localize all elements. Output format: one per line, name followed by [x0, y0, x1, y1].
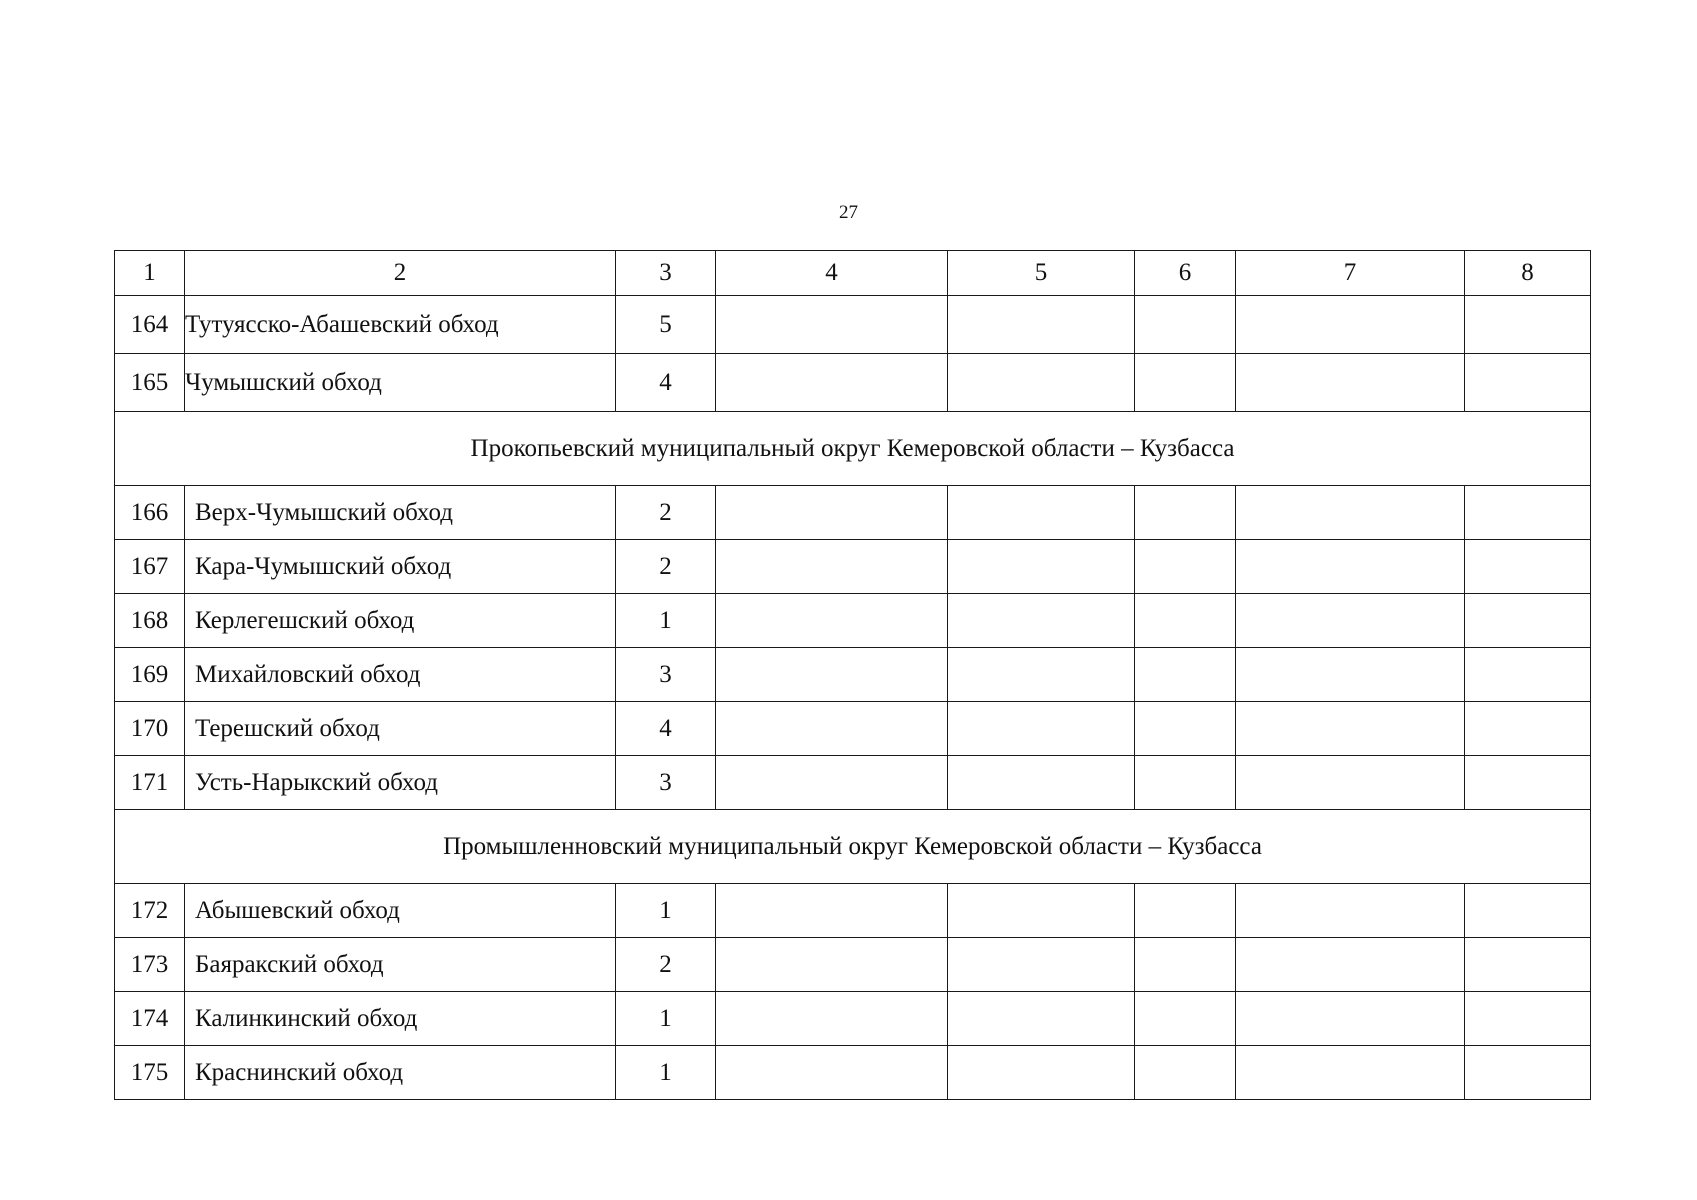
column-header: 7 — [1236, 251, 1465, 296]
empty-cell — [1236, 540, 1465, 594]
empty-cell — [1135, 486, 1236, 540]
row-number: 166 — [115, 486, 185, 540]
empty-cell — [1465, 938, 1591, 992]
empty-cell — [716, 296, 948, 354]
section-title: Прокопьевский муниципальный округ Кемеровской области – Кузбасса — [115, 412, 1591, 486]
empty-cell — [948, 702, 1135, 756]
row-quantity: 3 — [616, 756, 716, 810]
section-row — [115, 412, 1591, 486]
column-header: 5 — [948, 251, 1135, 296]
row-name: Михайловский обход — [185, 648, 616, 702]
empty-cell — [1135, 594, 1236, 648]
row-quantity: 5 — [616, 296, 716, 354]
row-name: Чумышский обход — [185, 354, 616, 412]
row-name: Верх-Чумышский обход — [185, 486, 616, 540]
empty-cell — [1465, 296, 1591, 354]
empty-cell — [1135, 1046, 1236, 1100]
row-name: Керлегешский обход — [185, 594, 616, 648]
row-name: Терешский обход — [185, 702, 616, 756]
table-row — [115, 1046, 1591, 1100]
page-number: 27 — [839, 202, 858, 223]
empty-cell — [948, 296, 1135, 354]
table-row — [115, 702, 1591, 756]
row-number: 173 — [115, 938, 185, 992]
empty-cell — [948, 486, 1135, 540]
empty-cell — [1135, 540, 1236, 594]
empty-cell — [948, 884, 1135, 938]
forest-district-table — [114, 250, 1591, 1100]
row-quantity: 2 — [616, 540, 716, 594]
empty-cell — [948, 756, 1135, 810]
empty-cell — [716, 594, 948, 648]
empty-cell — [1135, 938, 1236, 992]
column-header: 6 — [1135, 251, 1236, 296]
empty-cell — [1236, 992, 1465, 1046]
empty-cell — [716, 992, 948, 1046]
empty-cell — [1135, 884, 1236, 938]
empty-cell — [1236, 884, 1465, 938]
row-number: 175 — [115, 1046, 185, 1100]
row-name: Кара-Чумышский обход — [185, 540, 616, 594]
row-quantity: 2 — [616, 938, 716, 992]
empty-cell — [1465, 884, 1591, 938]
empty-cell — [1135, 354, 1236, 412]
row-quantity: 2 — [616, 486, 716, 540]
row-quantity: 1 — [616, 1046, 716, 1100]
table-row — [115, 354, 1591, 412]
row-name: Калинкинский обход — [185, 992, 616, 1046]
empty-cell — [716, 354, 948, 412]
column-header: 8 — [1465, 251, 1591, 296]
empty-cell — [716, 648, 948, 702]
table-row — [115, 648, 1591, 702]
empty-cell — [948, 594, 1135, 648]
row-number: 165 — [115, 354, 185, 412]
row-quantity: 1 — [616, 992, 716, 1046]
column-header: 3 — [616, 251, 716, 296]
row-name: Абышевский обход — [185, 884, 616, 938]
empty-cell — [716, 540, 948, 594]
empty-cell — [716, 756, 948, 810]
row-number: 172 — [115, 884, 185, 938]
empty-cell — [948, 354, 1135, 412]
empty-cell — [1465, 540, 1591, 594]
row-number: 171 — [115, 756, 185, 810]
empty-cell — [1236, 296, 1465, 354]
row-quantity: 4 — [616, 354, 716, 412]
empty-cell — [1236, 702, 1465, 756]
row-name: Тутуясско-Абашевский обход — [185, 296, 616, 354]
table-row — [115, 992, 1591, 1046]
empty-cell — [1465, 756, 1591, 810]
empty-cell — [948, 938, 1135, 992]
row-name: Краснинский обход — [185, 1046, 616, 1100]
row-quantity: 3 — [616, 648, 716, 702]
section-title: Промышленновский муниципальный округ Кемеровской области – Кузбасса — [115, 810, 1591, 884]
column-header: 4 — [716, 251, 948, 296]
table-row — [115, 938, 1591, 992]
row-number: 169 — [115, 648, 185, 702]
empty-cell — [1236, 486, 1465, 540]
table-row — [115, 486, 1591, 540]
empty-cell — [1135, 702, 1236, 756]
empty-cell — [1135, 648, 1236, 702]
empty-cell — [1465, 486, 1591, 540]
empty-cell — [1236, 1046, 1465, 1100]
table-row — [115, 296, 1591, 354]
empty-cell — [1236, 594, 1465, 648]
header-row — [115, 251, 1591, 296]
empty-cell — [1135, 992, 1236, 1046]
empty-cell — [948, 992, 1135, 1046]
empty-cell — [948, 648, 1135, 702]
table-row — [115, 756, 1591, 810]
empty-cell — [1135, 756, 1236, 810]
row-number: 170 — [115, 702, 185, 756]
empty-cell — [948, 540, 1135, 594]
empty-cell — [1465, 1046, 1591, 1100]
row-quantity: 1 — [616, 594, 716, 648]
empty-cell — [1236, 938, 1465, 992]
row-number: 174 — [115, 992, 185, 1046]
row-name: Усть-Нарыкский обход — [185, 756, 616, 810]
empty-cell — [1236, 354, 1465, 412]
table-row — [115, 540, 1591, 594]
row-number: 167 — [115, 540, 185, 594]
empty-cell — [1465, 354, 1591, 412]
column-header: 2 — [185, 251, 616, 296]
empty-cell — [1236, 756, 1465, 810]
column-header: 1 — [115, 251, 185, 296]
empty-cell — [716, 1046, 948, 1100]
empty-cell — [1135, 296, 1236, 354]
empty-cell — [1465, 992, 1591, 1046]
row-number: 164 — [115, 296, 185, 354]
row-number: 168 — [115, 594, 185, 648]
row-quantity: 4 — [616, 702, 716, 756]
empty-cell — [716, 486, 948, 540]
empty-cell — [716, 702, 948, 756]
section-row — [115, 810, 1591, 884]
empty-cell — [1465, 702, 1591, 756]
empty-cell — [1465, 594, 1591, 648]
row-quantity: 1 — [616, 884, 716, 938]
empty-cell — [948, 1046, 1135, 1100]
empty-cell — [1236, 648, 1465, 702]
empty-cell — [716, 884, 948, 938]
row-name: Баяракский обход — [185, 938, 616, 992]
empty-cell — [716, 938, 948, 992]
table-row — [115, 594, 1591, 648]
empty-cell — [1465, 648, 1591, 702]
table-row — [115, 884, 1591, 938]
